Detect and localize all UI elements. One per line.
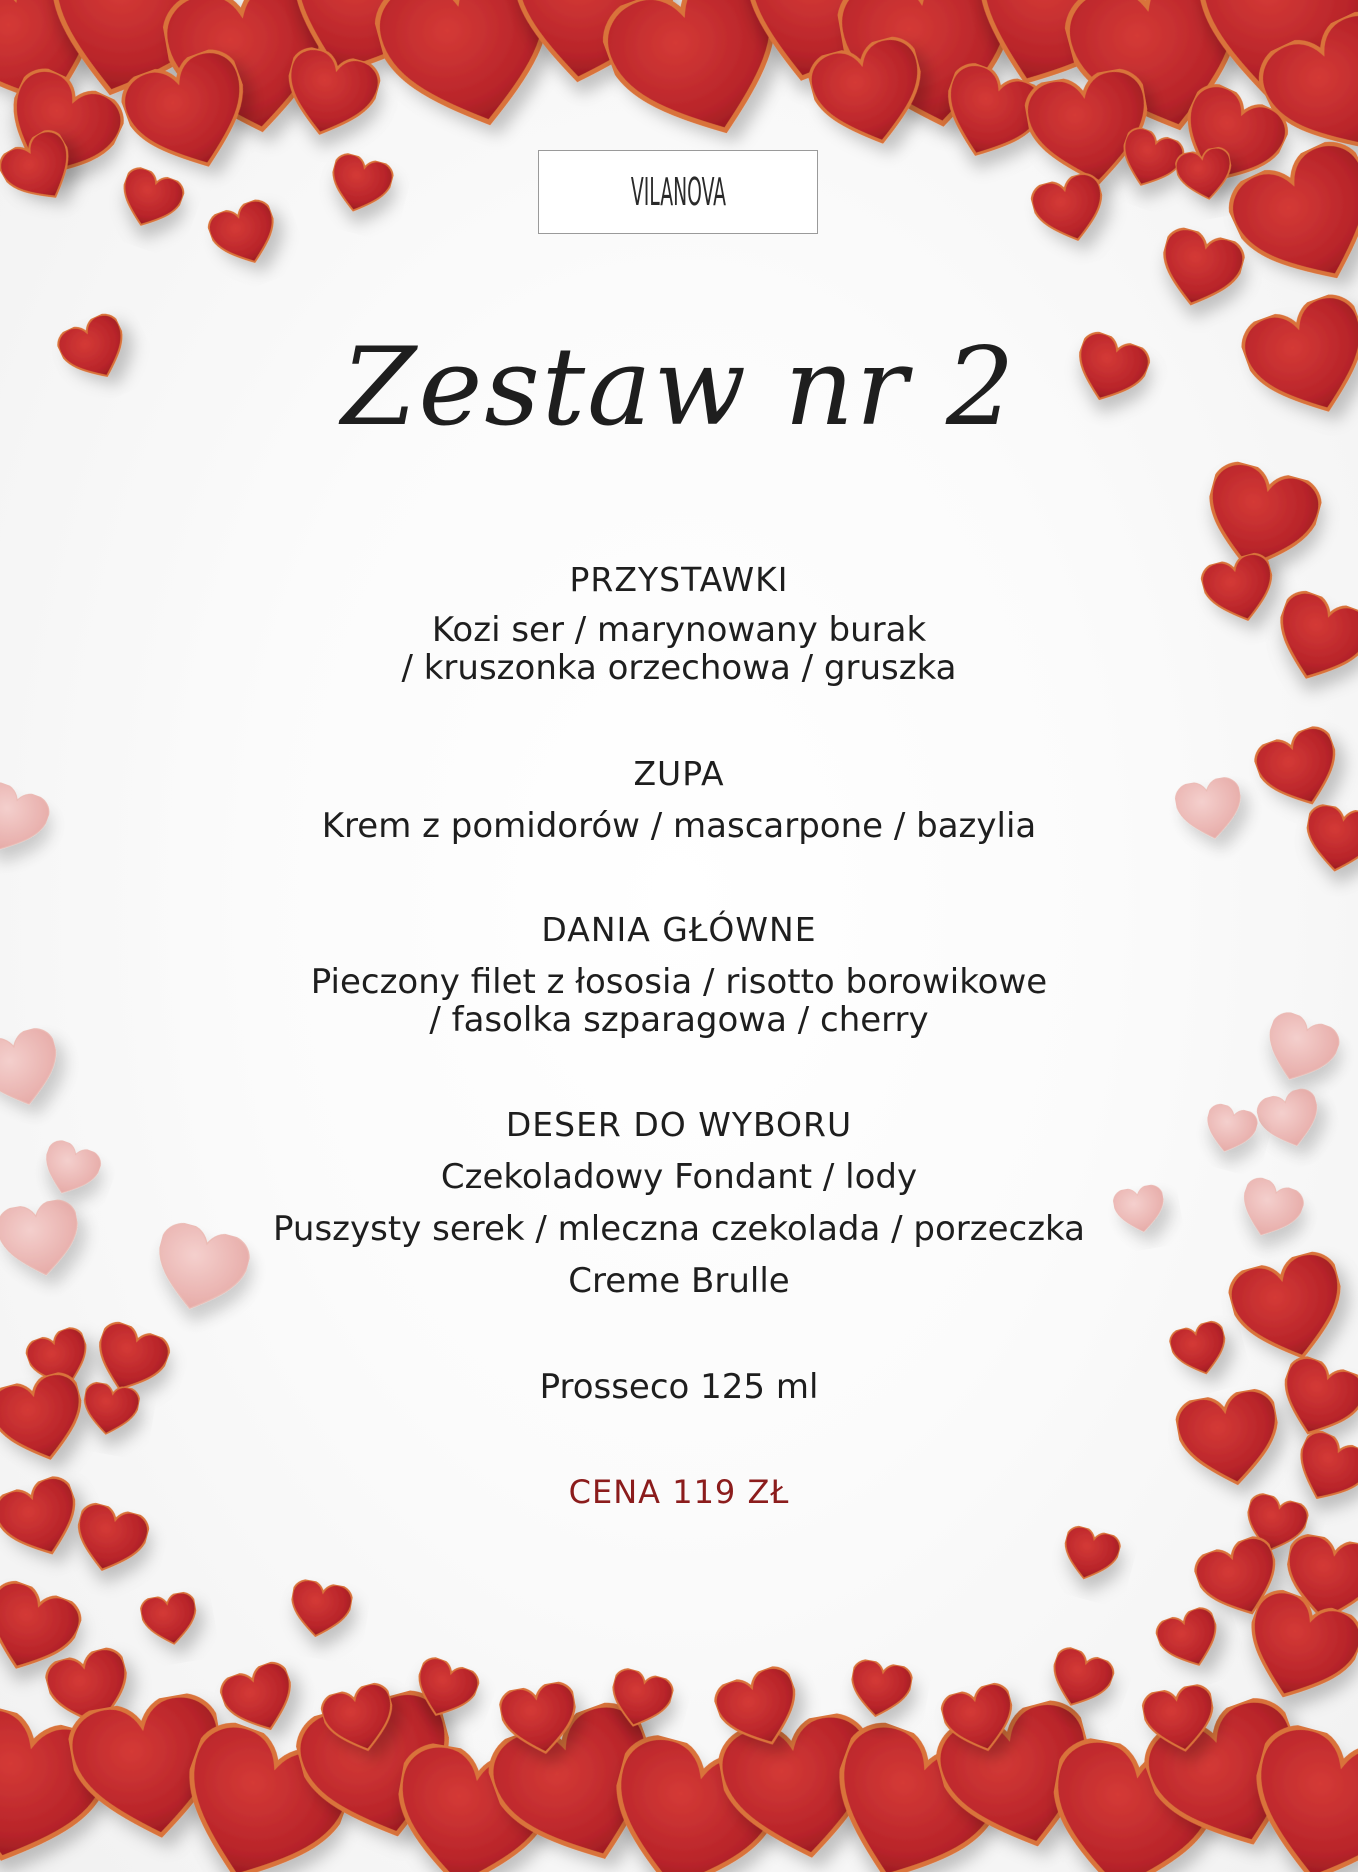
logo-box: [538, 150, 818, 234]
heart-icon: [846, 1658, 914, 1722]
section-heading-zupa: ZUPA: [633, 754, 725, 793]
heart-icon: [1174, 145, 1237, 203]
page-title: Zestaw nr 2: [341, 325, 1017, 450]
menu-item-line: Czekoladowy Fondant / lody: [440, 1157, 918, 1197]
menu-item-line: Kozi ser / marynowany burak: [431, 610, 927, 650]
heart-icon: [204, 196, 285, 273]
menu-item-line: Puszysty serek / mleczna czekolada / porzeczka: [273, 1209, 1085, 1249]
menu-item-line: / fasolka szparagowa / cherry: [429, 1000, 929, 1040]
heart-icon: [139, 1590, 202, 1648]
heart-icon: [286, 1578, 354, 1642]
logo-text: VILANOVA: [630, 170, 726, 214]
menu-item-line: Pieczony filet z łososia / risotto borowikowe: [310, 962, 1048, 1002]
heart-icon: [1057, 1523, 1123, 1585]
menu-item-line: / kruszonka orzechowa / gruszka: [401, 648, 957, 688]
menu-item-line: Krem z pomidorów / mascarpone / bazylia: [321, 806, 1037, 846]
heart-icon: [1152, 1604, 1227, 1675]
heart-icon: [324, 151, 396, 219]
section-heading-deser: DESER DO WYBORU: [505, 1105, 853, 1144]
price-label: CENA 119 ZŁ: [568, 1473, 790, 1511]
menu-item-line: Creme Brulle: [568, 1261, 790, 1301]
heart-icon: [1152, 224, 1248, 314]
drink-line: Prosseco 125 ml: [539, 1367, 819, 1407]
heart-icon: [113, 164, 188, 235]
section-heading-dania-glowne: DANIA GŁÓWNE: [541, 910, 817, 949]
section-heading-przystawki: PRZYSTAWKI: [569, 560, 789, 599]
